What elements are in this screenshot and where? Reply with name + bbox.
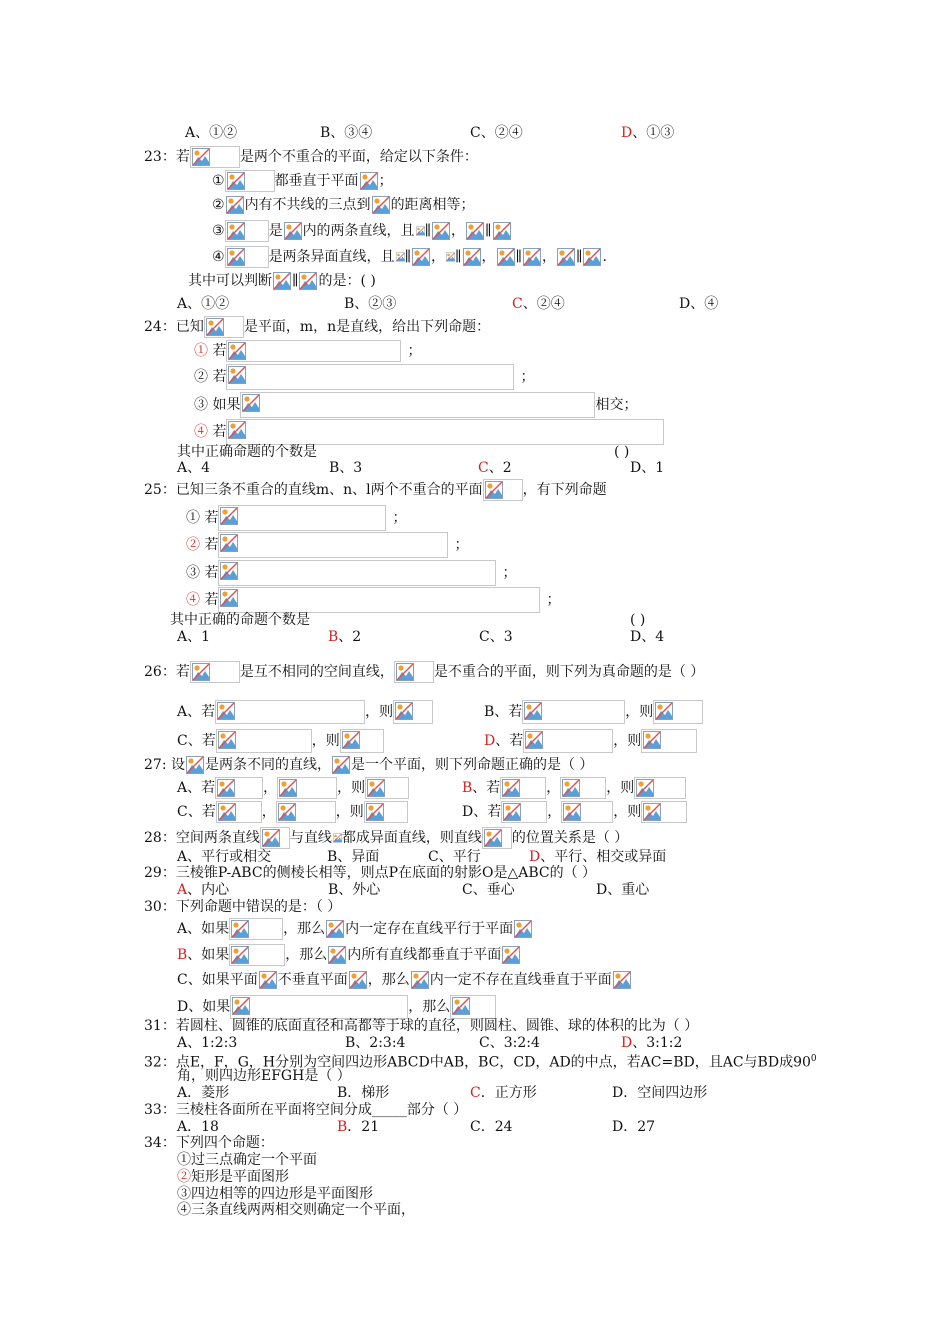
image-placeholder-icon [525, 731, 543, 749]
image-placeholder-icon [284, 222, 302, 240]
formula-image [483, 479, 523, 501]
image-placeholder-icon [217, 779, 235, 797]
formula-image [582, 247, 602, 267]
formula-image [204, 316, 244, 338]
q25-item-4: ④ 若 ； [186, 587, 560, 613]
q30-option-d: D、如果 ，那么 [177, 995, 496, 1019]
image-placeholder-icon [466, 222, 484, 240]
image-placeholder-icon [452, 997, 470, 1015]
q33-option-b: B．21 [337, 1119, 380, 1135]
image-placeholder-icon [279, 779, 297, 797]
formula-image [641, 801, 687, 823]
image-placeholder-icon [636, 779, 654, 797]
image-placeholder-icon [412, 248, 430, 266]
q29-option-c: C、垂心 [462, 882, 515, 898]
image-placeholder-icon [502, 946, 520, 964]
image-placeholder-icon [497, 248, 515, 266]
image-placeholder-icon [232, 997, 250, 1015]
formula-image [522, 700, 625, 724]
image-placeholder-icon [226, 196, 244, 214]
formula-image [560, 777, 606, 799]
q31-option-d: D、3:1:2 [621, 1035, 683, 1051]
answer-letter: B [177, 947, 188, 963]
formula-image [226, 364, 514, 390]
formula-image [276, 801, 336, 823]
q32-stem-continued: 角，则四边形EFGH是（ ） [177, 1068, 351, 1084]
q28-option-a: A、平行或相交 [177, 849, 272, 865]
q32-option-c: C．正方形 [470, 1085, 537, 1101]
q26-option-a: A、若 ，则 [177, 700, 433, 724]
formula-image [218, 587, 540, 613]
q22-option-b: B、③④ [320, 125, 373, 141]
image-placeholder-icon [328, 946, 346, 964]
q28-option-c: C、平行 [428, 849, 481, 865]
formula-image [492, 221, 512, 241]
formula-image [450, 995, 496, 1019]
q34-item-4: ④三条直线两两相交则确定一个平面， [177, 1202, 415, 1218]
q31-option-a: A、1:2:3 [177, 1035, 238, 1051]
image-placeholder-icon [396, 663, 414, 681]
formula-image [348, 970, 368, 990]
q23-option-a: A、①② [177, 296, 230, 312]
formula-image [365, 777, 409, 799]
image-placeholder-icon [502, 779, 520, 797]
formula-image [283, 221, 303, 241]
formula-image [395, 247, 405, 267]
answer-letter: D [529, 849, 541, 865]
image-placeholder-icon [360, 172, 378, 190]
formula-image [225, 195, 245, 215]
image-placeholder-icon [613, 971, 631, 989]
q26-option-b: B、若 ，则 [484, 700, 703, 724]
image-placeholder-icon [206, 318, 224, 336]
formula-image [482, 827, 512, 849]
image-placeholder-icon [228, 342, 246, 360]
formula-image [641, 729, 697, 753]
q25-question: 其中正确的命题个数是 [170, 612, 310, 628]
q24-option-b: B、3 [329, 460, 363, 476]
q29-option-d: D、重心 [596, 882, 650, 898]
answer-letter: A [177, 882, 188, 898]
formula-image [225, 246, 269, 268]
image-placeholder-icon [220, 562, 238, 580]
q24-item-4: ④ 若 [194, 419, 664, 445]
q34-stem: 34：下列四个命题： [144, 1135, 274, 1151]
q24-item-1: ① 若 ； [194, 340, 421, 362]
q28-stem: 28：空间两条直线 与直线 都成异面直线，则直线 的位置关系是（ ） [144, 827, 628, 849]
formula-image [298, 271, 318, 291]
image-placeholder-icon [192, 663, 210, 681]
q30-stem: 30：下列命题中错误的是：（ ） [144, 899, 342, 915]
image-placeholder-icon [655, 702, 673, 720]
formula-image [556, 247, 576, 267]
formula-image [218, 560, 496, 586]
answer-letter: C [478, 460, 489, 476]
image-placeholder-icon [583, 248, 601, 266]
q29-option-a: A、内心 [177, 882, 230, 898]
image-placeholder-icon [228, 366, 246, 384]
image-placeholder-icon [273, 272, 291, 290]
q22-option-d: D、①③ [621, 125, 675, 141]
image-placeholder-icon [228, 421, 246, 439]
q24-option-c: C、2 [478, 460, 512, 476]
q28-option-b: B、异面 [327, 849, 380, 865]
q24-stem: 24：已知 是平面，m，n是直线，给出下列命题： [144, 316, 490, 338]
formula-image [522, 247, 542, 267]
image-placeholder-icon [326, 920, 344, 938]
image-placeholder-icon [231, 946, 249, 964]
image-placeholder-icon [416, 222, 425, 240]
image-placeholder-icon [218, 803, 236, 821]
answer-letter: C [470, 1085, 481, 1101]
q23-option-c: C、②④ [512, 296, 565, 312]
image-placeholder-icon [563, 803, 581, 821]
formula-image [431, 221, 451, 241]
q23-condition-2: ② 内有不共线的三点到 的距离相等； [212, 197, 475, 213]
q32-option-b: B．梯形 [337, 1085, 390, 1101]
q33-option-c: C．24 [470, 1119, 513, 1135]
image-placeholder-icon [366, 803, 384, 821]
q24-item-2: ② 若 ； [194, 364, 534, 390]
answer-letter: D [621, 125, 633, 141]
formula-image [226, 340, 401, 362]
formula-image [340, 729, 384, 753]
image-placeholder-icon [349, 971, 367, 989]
formula-image [501, 801, 547, 823]
formula-image [215, 700, 365, 724]
formula-image [653, 700, 703, 724]
image-placeholder-icon [259, 971, 277, 989]
q25-item-2: ② 若 ； [186, 532, 468, 558]
image-placeholder-icon [192, 148, 210, 166]
q31-stem: 31：若圆柱、圆锥的底面直径和高都等于球的直径，则圆柱、圆锥、球的体积的比为（ ） [144, 1018, 699, 1034]
q23-question: 其中可以判断 ∥ 的是：( ) [188, 273, 376, 289]
formula-image [277, 777, 337, 799]
q33-stem: 33：三棱柱各面所在平面将空间分成_____部分（ ） [144, 1102, 468, 1118]
q25-item-3: ③ 若 ； [186, 560, 516, 586]
image-placeholder-icon [446, 248, 455, 266]
q24-option-d: D、1 [630, 460, 665, 476]
q30-option-b: B、如果 ，那么 内所有直线都垂直于平面 [177, 944, 521, 966]
image-placeholder-icon [217, 702, 235, 720]
image-placeholder-icon [220, 534, 238, 552]
q29-stem: 29：三棱锥P-ABC的侧棱长相等，则点P在底面的射影O是△ABC的（ ） [144, 865, 597, 881]
q22-option-a: A、①② [185, 125, 238, 141]
formula-image [500, 777, 546, 799]
image-placeholder-icon [231, 920, 249, 938]
formula-image [410, 970, 430, 990]
q32-option-a: A．菱形 [177, 1085, 230, 1101]
image-placeholder-icon [643, 803, 661, 821]
q25-option-b: B、2 [328, 629, 362, 645]
q23-option-d: D、④ [679, 296, 719, 312]
formula-image [190, 146, 240, 168]
image-placeholder-icon [395, 702, 413, 720]
formula-image [218, 505, 386, 531]
formula-image [272, 271, 292, 291]
q25-option-a: A、1 [177, 629, 211, 645]
q33-option-a: A．18 [177, 1119, 219, 1135]
q23-condition-4: ④ 是两条异面直线，且 ∥ ， ∥ ， ∥ ， ∥ . [212, 246, 607, 268]
formula-image [331, 755, 351, 775]
formula-image [240, 392, 595, 418]
q27-option-c: C、若 ， ，则 [177, 801, 408, 823]
q23-stem: 23：若 是两个不重合的平面，给定以下条件： [144, 146, 478, 168]
image-placeholder-icon [186, 756, 204, 774]
q26-option-c: C、若 ，则 [177, 729, 384, 753]
formula-image [260, 827, 290, 849]
answer-letter: C [512, 296, 523, 312]
formula-image [394, 661, 434, 683]
q24-question: 其中正确命题的个数是 [177, 444, 317, 460]
formula-image [258, 970, 278, 990]
image-placeholder-icon [299, 272, 317, 290]
formula-image [561, 801, 613, 823]
formula-image [327, 945, 347, 965]
formula-image [325, 919, 345, 939]
formula-image [364, 801, 408, 823]
formula-image [190, 661, 240, 683]
image-placeholder-icon [227, 222, 245, 240]
q28-option-d: D、平行、相交或异面 [529, 849, 667, 865]
q25-option-c: C、3 [479, 629, 513, 645]
formula-image [462, 247, 482, 267]
formula-image [225, 220, 269, 242]
formula-image [359, 171, 379, 191]
image-placeholder-icon [562, 779, 580, 797]
formula-image [216, 801, 262, 823]
q24-option-a: A、4 [177, 460, 211, 476]
image-placeholder-icon [332, 756, 350, 774]
answer-letter: D [621, 1035, 633, 1051]
q26-option-d: D、若 ，则 [484, 729, 697, 753]
q27-option-a: A、若 ， ，则 [177, 777, 409, 799]
image-placeholder-icon [463, 248, 481, 266]
image-placeholder-icon [643, 731, 661, 749]
q27-stem: 27: 设 是两条不同的直线， 是一个平面，则下列命题正确的是（ ） [144, 757, 594, 773]
q34-item-2: ②矩形是平面图形 [177, 1169, 289, 1185]
formula-image [634, 777, 686, 799]
q33-option-d: D．27 [612, 1119, 656, 1135]
image-placeholder-icon [372, 196, 390, 214]
image-placeholder-icon [523, 248, 541, 266]
image-placeholder-icon [220, 507, 238, 525]
q27-option-b: B、若 ， ，则 [462, 777, 686, 799]
q23-condition-3: ③ 是 内的两条直线，且 ∥ ， ∥ [212, 220, 512, 242]
formula-image [496, 247, 516, 267]
formula-image [411, 247, 431, 267]
q31-option-c: C、3:2:4 [479, 1035, 540, 1051]
formula-image [415, 221, 425, 241]
image-placeholder-icon [485, 481, 503, 499]
q29-option-b: B、外心 [328, 882, 381, 898]
answer-letter: D [484, 733, 496, 749]
image-placeholder-icon [227, 248, 245, 266]
q23-option-b: B、②③ [344, 296, 397, 312]
q31-option-b: B、2:3:4 [345, 1035, 406, 1051]
image-placeholder-icon [493, 222, 511, 240]
formula-image [185, 755, 205, 775]
q34-item-3: ③四边相等的四边形是平面图形 [177, 1186, 373, 1202]
q30-option-c: C、如果平面 不垂直平面 ，那么 内一定不存在直线垂直于平面 [177, 970, 632, 990]
formula-image [465, 221, 485, 241]
formula-image [513, 919, 533, 939]
formula-image [229, 944, 285, 966]
formula-image [445, 247, 455, 267]
image-placeholder-icon [484, 829, 502, 847]
answer-letter: B [337, 1119, 348, 1135]
formula-image [215, 777, 263, 799]
q24-answer-paren: ( ) [614, 444, 630, 460]
q32-option-d: D．空间四边形 [612, 1085, 708, 1101]
q22-option-c: C、②④ [470, 125, 523, 141]
answer-letter: B [328, 629, 339, 645]
image-placeholder-icon [503, 803, 521, 821]
formula-image [523, 729, 613, 753]
q25-item-1: ① 若 ； [186, 505, 406, 531]
formula-image [612, 970, 632, 990]
q27-option-d: D、若 ， ，则 [462, 801, 687, 823]
q23-condition-1: ① 都垂直于平面 ； [212, 170, 393, 192]
image-placeholder-icon [432, 222, 450, 240]
formula-image [501, 945, 521, 965]
image-placeholder-icon [218, 731, 236, 749]
image-placeholder-icon [227, 172, 245, 190]
formula-image [216, 729, 312, 753]
q25-answer-paren: ( ) [630, 612, 646, 628]
image-placeholder-icon [333, 829, 342, 847]
q34-item-1: ①过三点确定一个平面 [177, 1152, 317, 1168]
formula-image [332, 828, 342, 848]
image-placeholder-icon [262, 829, 280, 847]
image-placeholder-icon [411, 971, 429, 989]
image-placeholder-icon [220, 589, 238, 607]
q25-option-d: D、4 [630, 629, 665, 645]
q26-stem: 26：若 是互不相同的空间直线， 是不重合的平面，则下列为真命题的是（ ） [144, 661, 704, 683]
answer-letter: B [462, 780, 473, 796]
q32-stem: 32：点E，F，G，H分别为空间四边形ABCD中AB，BC，CD，AD的中点，若AC=BD，且AC与BD成$90^0$ [144, 1054, 817, 1071]
image-placeholder-icon [342, 731, 360, 749]
q24-item-3: ③ 如果 相交； [194, 392, 637, 418]
formula-image [229, 918, 283, 940]
formula-image [218, 532, 448, 558]
image-placeholder-icon [367, 779, 385, 797]
q30-option-a: A、如果 ，那么 内一定存在直线平行于平面 [177, 918, 533, 940]
q25-stem: 25：已知三条不重合的直线m、n、l两个不重合的平面 ，有下列命题 [144, 479, 607, 501]
formula-image [393, 700, 433, 724]
formula-image [230, 995, 408, 1019]
formula-image [371, 195, 391, 215]
image-placeholder-icon [242, 394, 260, 412]
formula-image [225, 170, 275, 192]
image-placeholder-icon [524, 702, 542, 720]
image-placeholder-icon [557, 248, 575, 266]
image-placeholder-icon [396, 248, 405, 266]
image-placeholder-icon [278, 803, 296, 821]
image-placeholder-icon [514, 920, 532, 938]
formula-image [226, 419, 664, 445]
